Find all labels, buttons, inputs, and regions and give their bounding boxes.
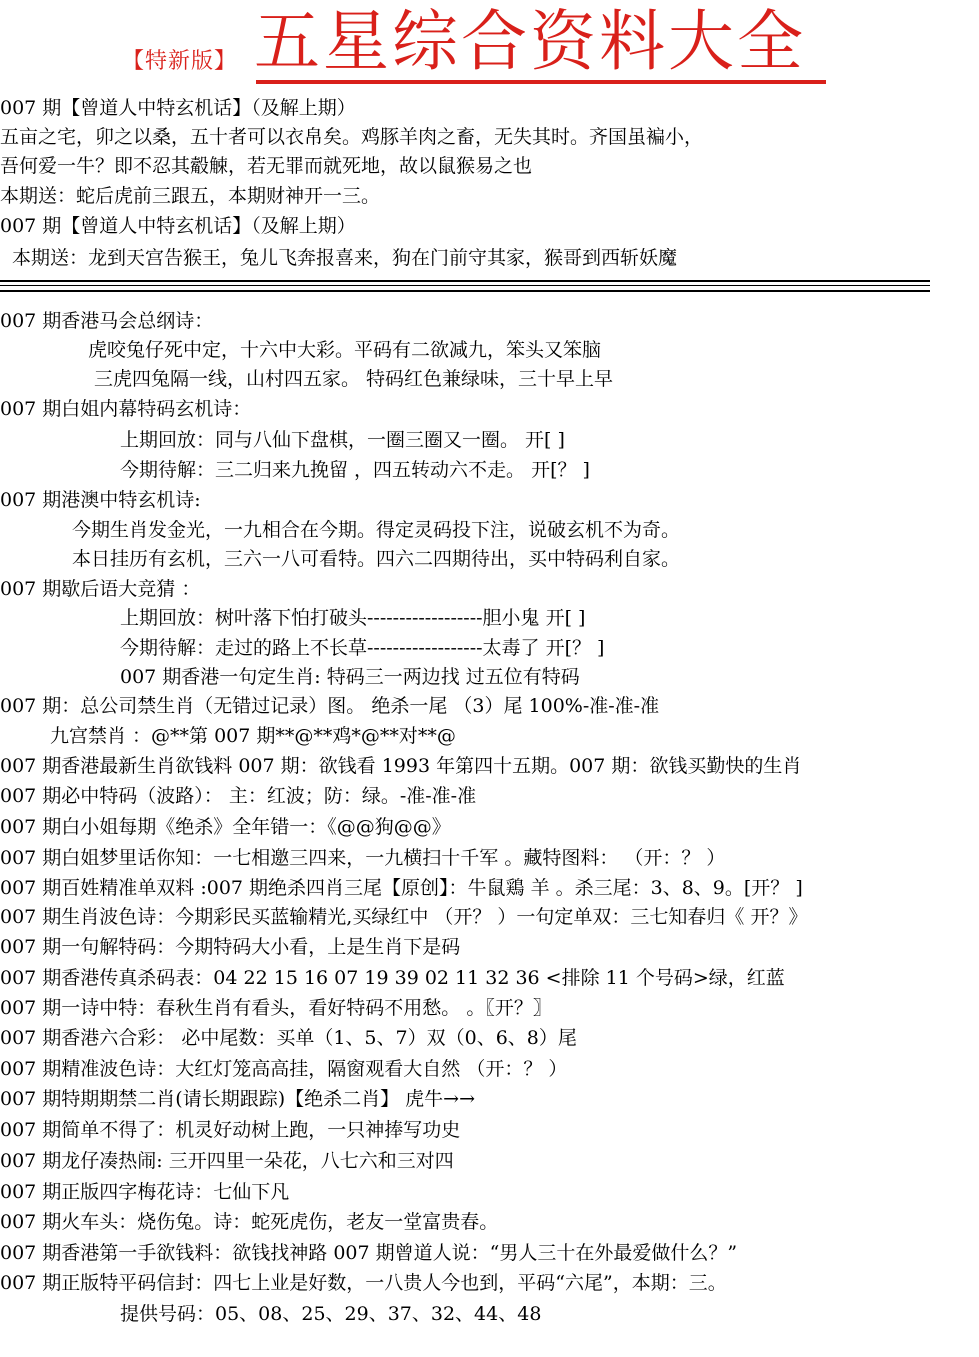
text-line: 007 期【曾道人中特玄机话】（及解上期） bbox=[0, 97, 356, 119]
text-line: 今期待解：三二归来九挽留 ，四五转动六不走。 开[？ ] bbox=[120, 459, 590, 481]
text-line: 007 期白姐梦里话你知：一七相邀三四来，一九横扫十千军 。藏特图料： （开：？ ） bbox=[0, 847, 726, 869]
text-line: 007 期香港最新生肖欲钱料 007 期：欲钱看 1993 年第四十五期。007 期：欲钱买勤快的生肖 bbox=[0, 755, 802, 777]
page-header bbox=[0, 0, 979, 96]
text-line: 今期生肖发金光，一九相合在今期。得定灵码投下注，说破玄机不为奇。 bbox=[72, 519, 681, 541]
text-line: 五亩之宅，卯之以桑，五十者可以衣帛矣。鸡豚羊肉之畜，无失其时。齐国虽褊小， bbox=[0, 126, 704, 148]
text-line: 007 期必中特码（波路）： 主：红波；防：绿。-准-准-准 bbox=[0, 785, 477, 807]
text-line: 007 期一诗中特：春秋生肖有看头，看好特码不用愁。 。〖开？〗 bbox=[0, 997, 552, 1019]
text-line: 007 期香港一句定生肖: 特码三一两边找 过五位有特码 bbox=[120, 666, 580, 688]
title-underline bbox=[256, 80, 826, 84]
text-line: 007 期【曾道人中特玄机话】（及解上期） bbox=[0, 215, 356, 237]
edition-label: 【特新版】 bbox=[122, 49, 238, 74]
text-line: 九宫禁肖 ：@**第 007 期**@**鸡*@**对**@ bbox=[50, 725, 456, 747]
text-line: 007 期歇后语大竞猜 ： bbox=[0, 578, 201, 600]
text-line: 虎咬兔仔死中定，十六中大彩。平码有二欲减九，笨头又笨脑 bbox=[88, 339, 602, 361]
double-separator bbox=[0, 280, 930, 292]
text-line: 007 期一句解特码：今期特码大小看，上是生肖下是码 bbox=[0, 936, 461, 958]
text-line: 007 期正版四字梅花诗：七仙下凡 bbox=[0, 1181, 290, 1203]
text-line: 007 期龙仔凑热闹: 三开四里一朵花，八七六和三对四 bbox=[0, 1150, 454, 1172]
text-line: 007 期简单不得了：机灵好动树上跑，一只神捧写功史 bbox=[0, 1119, 461, 1141]
text-line: 007 期白小姐每期《绝杀》全年错一：《@@狗@@》 bbox=[0, 816, 451, 838]
text-line: 007 期香港马会总纲诗： bbox=[0, 310, 214, 332]
text-line: 007 期香港六合彩： 必中尾数：买单（1、5、7）双（0、6、8）尾 bbox=[0, 1027, 577, 1049]
text-line: 吾何爱一牛？即不忍其觳觫，若无罪而就死地，故以鼠猴易之也 bbox=[0, 155, 533, 177]
text-line: 本期送：龙到天宫告猴王，兔儿飞奔报喜来，狗在门前守其家，猴哥到西斩妖魔 bbox=[12, 247, 678, 269]
text-line: 上期回放：树叶落下怕打破头------------------胆小鬼 开[ ] bbox=[120, 607, 586, 629]
text-line: 007 期香港第一手欲钱料：欲钱找神路 007 期曾道人说：“男人三十在外最爱做什么？” bbox=[0, 1242, 738, 1264]
text-line: 007 期百姓精准单双料 :007 期绝杀四肖三尾【原创】：牛鼠鶏 羊 。杀三尾：3、8、9。[开？ ] bbox=[0, 877, 803, 899]
text-line: 007 期香港传真杀码表：04 22 15 16 07 19 39 02 11 32 36 <排除 11 个号码>绿，红蓝 bbox=[0, 967, 785, 989]
page-title: 五星综合资料大全 bbox=[254, 3, 806, 80]
text-line: 007 期生肖波色诗：今期彩民买蓝输精光,买绿红中 （开？ ）一句定单双：三七知春归《 开？》 bbox=[0, 906, 808, 928]
text-line: 007 期：总公司禁生肖（无错过记录）图。 绝杀一尾 （3）尾 100%-准-准-准 bbox=[0, 695, 660, 717]
text-line: 上期回放：同与八仙下盘棋，一圈三圈又一圈。 开[ ] bbox=[120, 429, 565, 451]
text-line: 提供号码：05、08、25、29、37、32、44、48 bbox=[120, 1303, 542, 1325]
text-line: 007 期精准波色诗：大红灯笼高高挂，隔窗观看大自然 （开：？ ） bbox=[0, 1058, 568, 1080]
text-line: 007 期白姐内幕特码玄机诗： bbox=[0, 398, 252, 420]
text-line: 本日挂历有玄机，三六一八可看特。四六二四期待出，买中特码利自家。 bbox=[72, 548, 681, 570]
text-line: 007 期特期期禁二肖(请长期跟踪)【绝杀二肖】 虎牛→→ bbox=[0, 1088, 476, 1110]
text-line: 007 期火车头：烧伤兔。诗：蛇死虎伤，老友一堂富贵春。 bbox=[0, 1211, 499, 1233]
text-line: 三虎四兔隔一线，山村四五家。 特码红色兼绿味，三十早上早 bbox=[94, 368, 614, 390]
text-line: 007 期港澳中特玄机诗: bbox=[0, 489, 201, 511]
text-line: 本期送：蛇后虎前三跟五，本期财神开一三。 bbox=[0, 185, 381, 207]
text-line: 今期待解：走过的路上不长草------------------太毒了 开[？ ] bbox=[120, 637, 605, 659]
text-line: 007 期正版特平码信封：四七上业是好数，一八贵人今也到，平码“六尾”，本期：三。 bbox=[0, 1272, 727, 1294]
